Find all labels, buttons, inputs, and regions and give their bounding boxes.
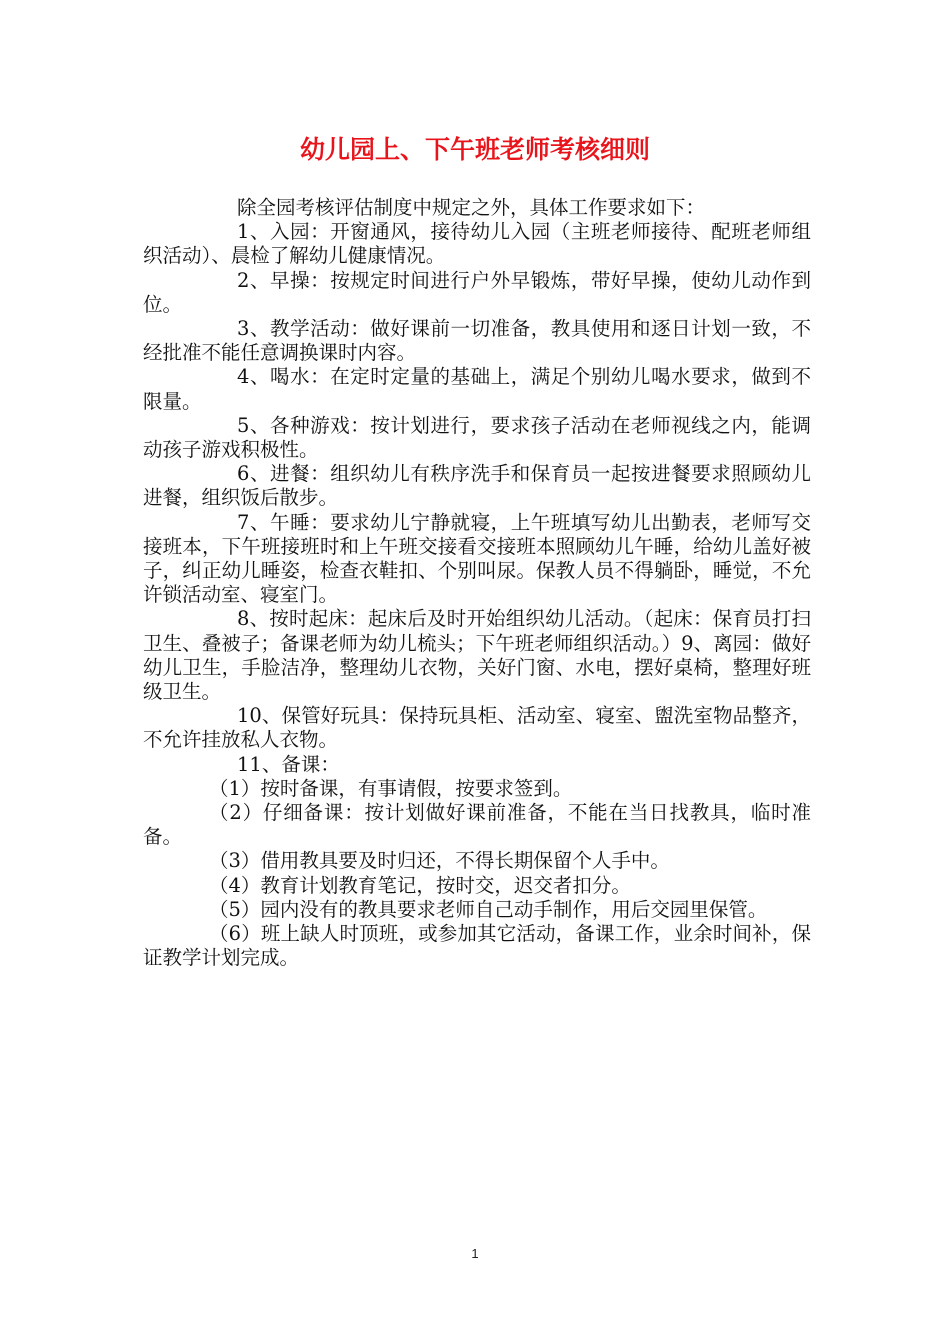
item-paragraph: 1、入园：开窗通风，接待幼儿入园（主班老师接待、配班老师组织活动）、晨检了解幼儿健康情况。 (143, 220, 811, 268)
item-paragraph: 11、备课： (237, 752, 340, 776)
page-number: 1 (471, 1246, 479, 1261)
subitem-paragraph: （3）借用教具要及时归还，不得长期保留个人手中。 (209, 849, 670, 873)
item-paragraph: 3、教学活动：做好课前一切准备，教具使用和逐日计划一致，不经批准不能任意调换课时内容。 (143, 317, 811, 365)
item-paragraph: 10、保管好玩具：保持玩具柜、活动室、寝室、盥洗室物品整齐，不允许挂放私人衣物。 (143, 704, 811, 752)
item-paragraph: 7、午睡：要求幼儿宁静就寝，上午班填写幼儿出勤表，老师写交接班本，下午班接班时和上午班交接看交接班本照顾幼儿午睡，给幼儿盖好被子，纠正幼儿睡姿，检查衣鞋扣、个别叫尿。保教人员不得躺卧，睡觉，不允许锁活动室、寝室门。 (143, 510, 811, 607)
item-paragraph: 6、进餐：组织幼儿有秩序洗手和保育员一起按进餐要求照顾幼儿进餐，组织饭后散步。 (143, 462, 811, 510)
subitem-paragraph: （5）园内没有的教具要求老师自己动手制作，用后交园里保管。 (209, 897, 768, 921)
item-paragraph: 8、按时起床：起床后及时开始组织幼儿活动。（起床：保育员打扫卫生、叠被子；备课老师为幼儿梳头；下午班老师组织活动。）9、离园：做好幼儿卫生，手脸洁净，整理幼儿衣物，关好门窗、水电，摆好桌椅，整理好班级卫生。 (143, 607, 811, 704)
subitem-paragraph: （6）班上缺人时顶班，或参加其它活动，备课工作，业余时间补，保证教学计划完成。 (143, 922, 811, 970)
subitem-paragraph: （1）按时备课，有事请假，按要求签到。 (209, 776, 573, 800)
intro-paragraph: 除全园考核评估制度中规定之外，具体工作要求如下： (237, 196, 706, 219)
subitem-paragraph: （2）仔细备课：按计划做好课前准备，不能在当日找教具，临时准备。 (143, 801, 811, 849)
item-paragraph: 5、各种游戏：按计划进行，要求孩子活动在老师视线之内，能调动孩子游戏积极性。 (143, 413, 811, 462)
item-paragraph: 2、早操：按规定时间进行户外早锻炼，带好早操，使幼儿动作到位。 (143, 268, 811, 316)
document-title: 幼儿园上、下午班老师考核细则 (299, 135, 650, 164)
subitem-paragraph: （4）教育计划教育笔记，按时交，迟交者扣分。 (209, 873, 631, 897)
item-paragraph: 4、喝水：在定时定量的基础上，满足个别幼儿喝水要求，做到不限量。 (143, 365, 811, 413)
document-body (143, 196, 811, 971)
